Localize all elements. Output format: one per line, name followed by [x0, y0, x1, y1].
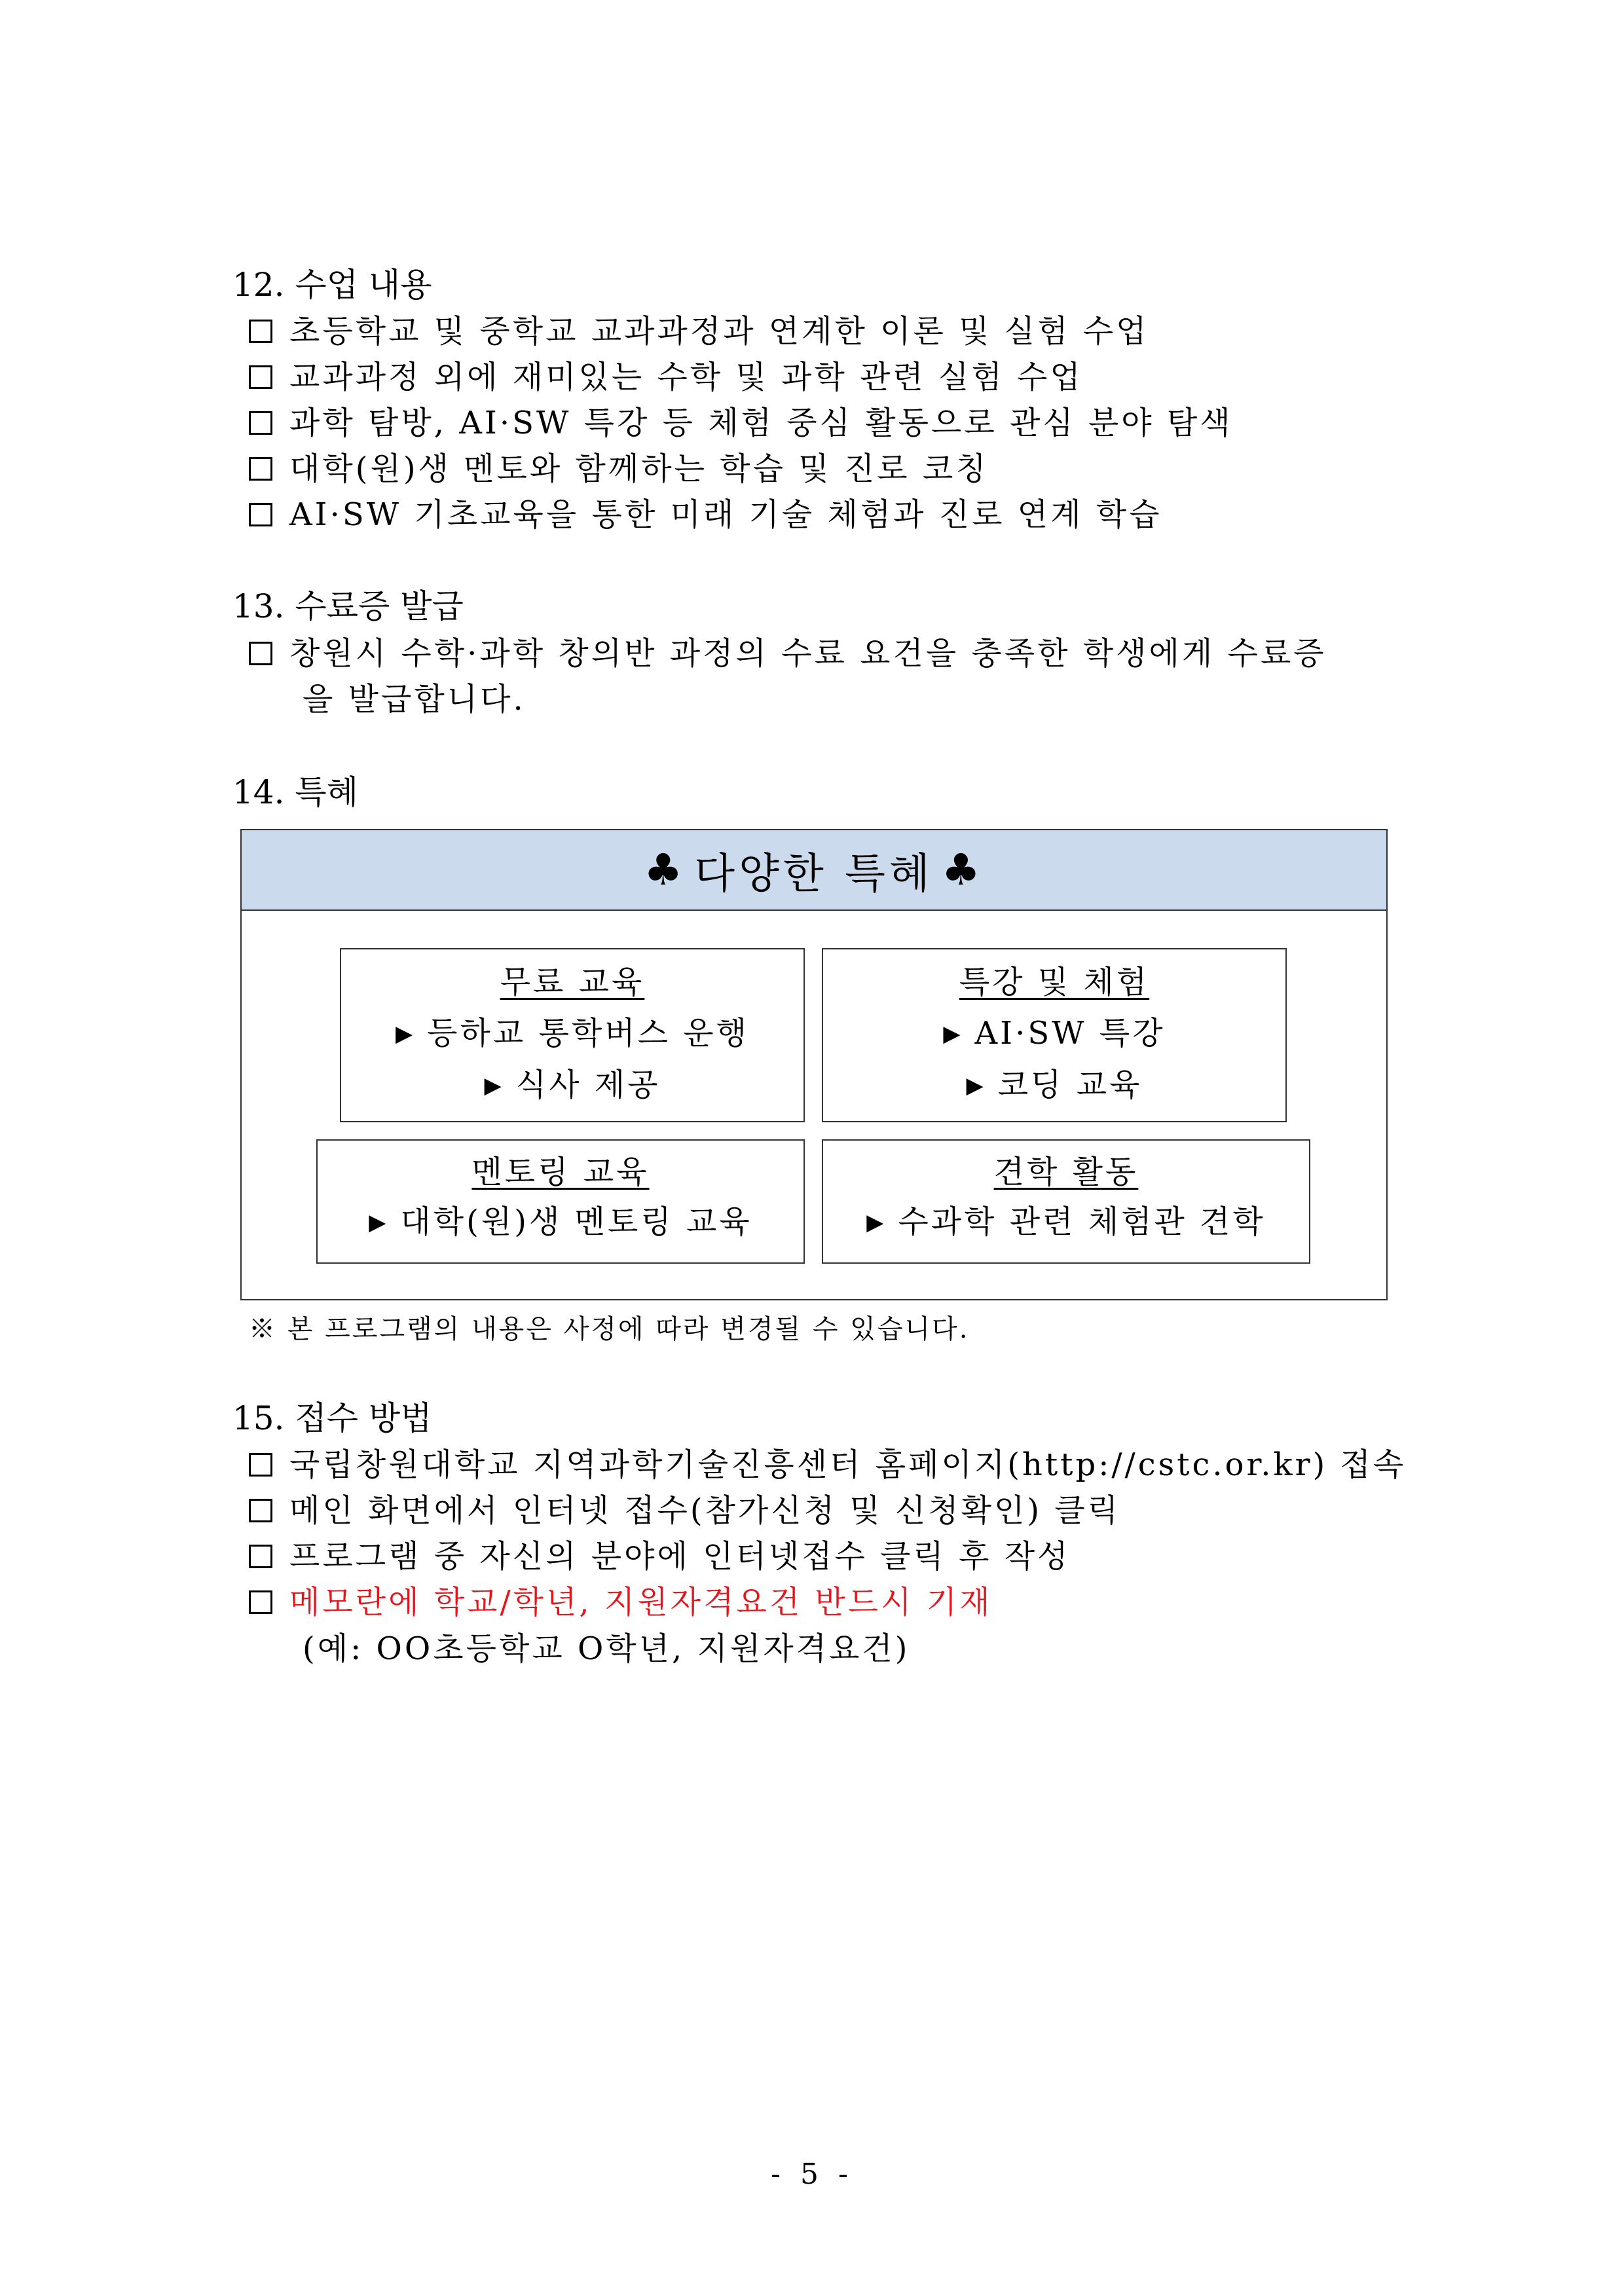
section-15-item-4: [249, 1583, 992, 1622]
section-15-example: (예: OO초등학교 O학년, 지원자격요건): [303, 1630, 910, 1667]
card-line-text: 등하교 통학버스 운행: [427, 1015, 749, 1052]
triangle-bullet-icon: ▶: [866, 1209, 887, 1236]
section-13-title: 13. 수료증 발급: [232, 587, 464, 625]
card-line: [341, 1014, 803, 1056]
card-line-text: AI·SW 특강: [974, 1015, 1166, 1052]
benefits-box: [240, 829, 1388, 1300]
benefit-card-mentoring: [316, 1139, 805, 1264]
club-icon: ♣: [644, 845, 687, 895]
section-15-item-1: [249, 1445, 1406, 1484]
section-12-item-5: [249, 495, 1162, 534]
club-icon: ♣: [941, 845, 984, 895]
checkbox-icon: [249, 320, 272, 343]
triangle-bullet-icon: ▶: [369, 1209, 389, 1236]
section-15-item-3: [249, 1537, 1071, 1576]
page-number: - 5 -: [771, 2157, 853, 2191]
section-12-item-2-text: 교과과정 외에 재미있는 수학 및 과학 관련 실험 수업: [289, 359, 1083, 395]
section-15-item-2: [249, 1491, 1120, 1530]
checkbox-icon: [249, 411, 272, 435]
card-line: [823, 1014, 1285, 1056]
section-12-item-2: [249, 358, 1083, 397]
change-notice: ※ 본 프로그램의 내용은 사정에 따라 변경될 수 있습니다.: [249, 1314, 970, 1344]
checkbox-icon: [249, 1499, 272, 1522]
checkbox-icon: [249, 365, 272, 389]
section-14-title: 14. 특혜: [232, 773, 359, 811]
section-12-item-3: [249, 403, 1233, 443]
benefits-header: [242, 830, 1386, 911]
card-line: [823, 1065, 1285, 1108]
section-12-item-5-text: AI·SW 기초교육을 통한 미래 기술 체험과 진로 연계 학습: [289, 496, 1162, 533]
triangle-bullet-icon: ▶: [966, 1073, 986, 1099]
benefits-title: 다양한 특혜: [694, 849, 934, 898]
card-title: 무료 교육: [500, 964, 645, 1001]
checkbox-icon: [249, 503, 272, 526]
triangle-bullet-icon: ▶: [396, 1021, 416, 1047]
checkbox-icon: [249, 1590, 272, 1614]
benefit-card-lecture-experience: [822, 948, 1287, 1122]
benefit-card-free-education: [340, 948, 805, 1122]
section-13-item-text: 창원시 수학·과학 창의반 과정의 수료 요건을 충족한 학생에게 수료증: [289, 635, 1327, 672]
card-line-text: 대학(원)생 멘토링 교육: [400, 1203, 752, 1240]
card-line-text: 코딩 교육: [997, 1067, 1143, 1103]
section-15-item-4-text: 메모란에 학교/학년, 지원자격요건 반드시 기재: [289, 1584, 993, 1621]
card-line: [318, 1202, 803, 1245]
checkbox-icon: [249, 457, 272, 481]
checkbox-icon: [249, 1453, 272, 1477]
checkbox-icon: [249, 1545, 272, 1568]
section-12-title: 12. 수업 내용: [232, 266, 432, 304]
section-15-item-2-text: 메인 화면에서 인터넷 접수(참가신청 및 신청확인) 클릭: [289, 1492, 1121, 1529]
section-12-item-1-text: 초등학교 및 중학교 교과과정과 연계한 이론 및 실험 수업: [289, 313, 1149, 350]
card-line-text: 식사 제공: [515, 1067, 661, 1103]
section-15-title: 15. 접수 방법: [232, 1399, 432, 1437]
section-13-item-continuation: 을 발급합니다.: [303, 681, 526, 718]
section-12-item-4-text: 대학(원)생 멘토와 함께하는 학습 및 진로 코칭: [289, 450, 989, 487]
card-line: [341, 1065, 803, 1108]
triangle-bullet-icon: ▶: [943, 1021, 963, 1047]
section-12-item-4: [249, 449, 989, 488]
section-13-item: [249, 634, 1327, 673]
card-line-text: 수과학 관련 체험관 견학: [898, 1203, 1266, 1240]
section-12-item-1: [249, 312, 1149, 351]
card-title: 견학 활동: [993, 1154, 1139, 1190]
checkbox-icon: [249, 642, 272, 665]
section-15-item-1-text: 국립창원대학교 지역과학기술진흥센터 홈페이지(http://cstc.or.kr) 접속: [289, 1446, 1407, 1483]
card-title: 특강 및 체험: [959, 964, 1150, 1001]
section-15-item-3-text: 프로그램 중 자신의 분야에 인터넷접수 클릭 후 작성: [289, 1538, 1071, 1575]
benefit-card-field-trip: [822, 1139, 1310, 1264]
section-12-item-3-text: 과학 탐방, AI·SW 특강 등 체험 중심 활동으로 관심 분야 탐색: [289, 405, 1233, 441]
card-line: [823, 1202, 1309, 1245]
triangle-bullet-icon: ▶: [484, 1073, 504, 1099]
card-title: 멘토링 교육: [471, 1154, 650, 1190]
